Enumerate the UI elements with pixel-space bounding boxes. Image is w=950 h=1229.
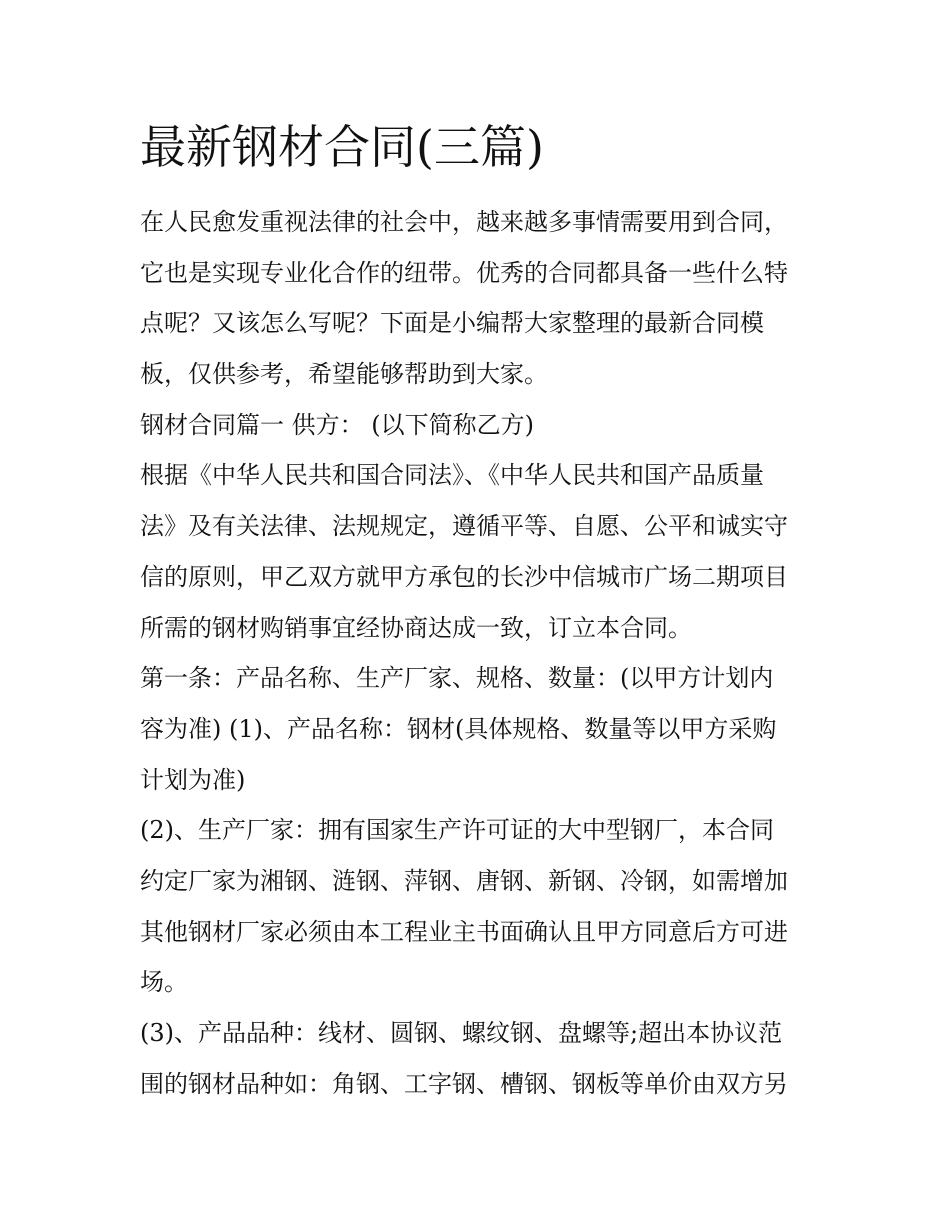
body-line: 它也是实现专业化合作的纽带。优秀的合同都具备一些什么特 bbox=[140, 258, 788, 287]
section-heading-line: 钢材合同篇一 供方： (以下简称乙方) bbox=[140, 410, 534, 439]
body-line: 其他钢材厂家必须由本工程业主书面确认且甲方同意后方可进 bbox=[140, 917, 788, 946]
document-body bbox=[140, 197, 812, 1109]
body-line: (2)、生产厂家：拥有国家生产许可证的大中型钢厂，本合同 bbox=[140, 816, 774, 845]
body-line: 点呢？又该怎么写呢？下面是小编帮大家整理的最新合同模 bbox=[140, 309, 764, 338]
body-line: (3)、产品品种：线材、圆钢、螺纹钢、盘螺等;超出本协议范 bbox=[140, 1019, 783, 1047]
document-title: 最新钢材合同(三篇) bbox=[140, 120, 544, 174]
body-line: 计划为准) bbox=[140, 765, 246, 794]
body-line: 第一条：产品名称、生产厂家、规格、数量：(以甲方计划内 bbox=[140, 664, 774, 693]
body-line: 场。 bbox=[140, 968, 188, 997]
body-line: 板，仅供参考，希望能够帮助到大家。 bbox=[140, 360, 548, 389]
body-line: 所需的钢材购销事宜经协商达成一致，订立本合同。 bbox=[140, 613, 692, 642]
body-line: 根据《中华人民共和国合同法》、《中华人民共和国产品质量 bbox=[140, 461, 764, 490]
body-line: 法》及有关法律、法规规定，遵循平等、自愿、公平和诚实守 bbox=[140, 512, 788, 541]
document-content bbox=[140, 112, 812, 1109]
body-line: 在人民愈发重视法律的社会中，越来越多事情需要用到合同， bbox=[140, 208, 788, 236]
body-line: 容为准) (1)、产品名称：钢材(具体规格、数量等以甲方采购 bbox=[140, 714, 777, 743]
body-line: 围的钢材品种如：角钢、工字钢、槽钢、钢板等单价由双方另 bbox=[140, 1069, 788, 1098]
body-line: 信的原则，甲乙双方就甲方承包的长沙中信城市广场二期项目 bbox=[140, 562, 788, 591]
body-line: 约定厂家为湘钢、涟钢、萍钢、唐钢、新钢、冷钢，如需增加 bbox=[140, 866, 788, 895]
